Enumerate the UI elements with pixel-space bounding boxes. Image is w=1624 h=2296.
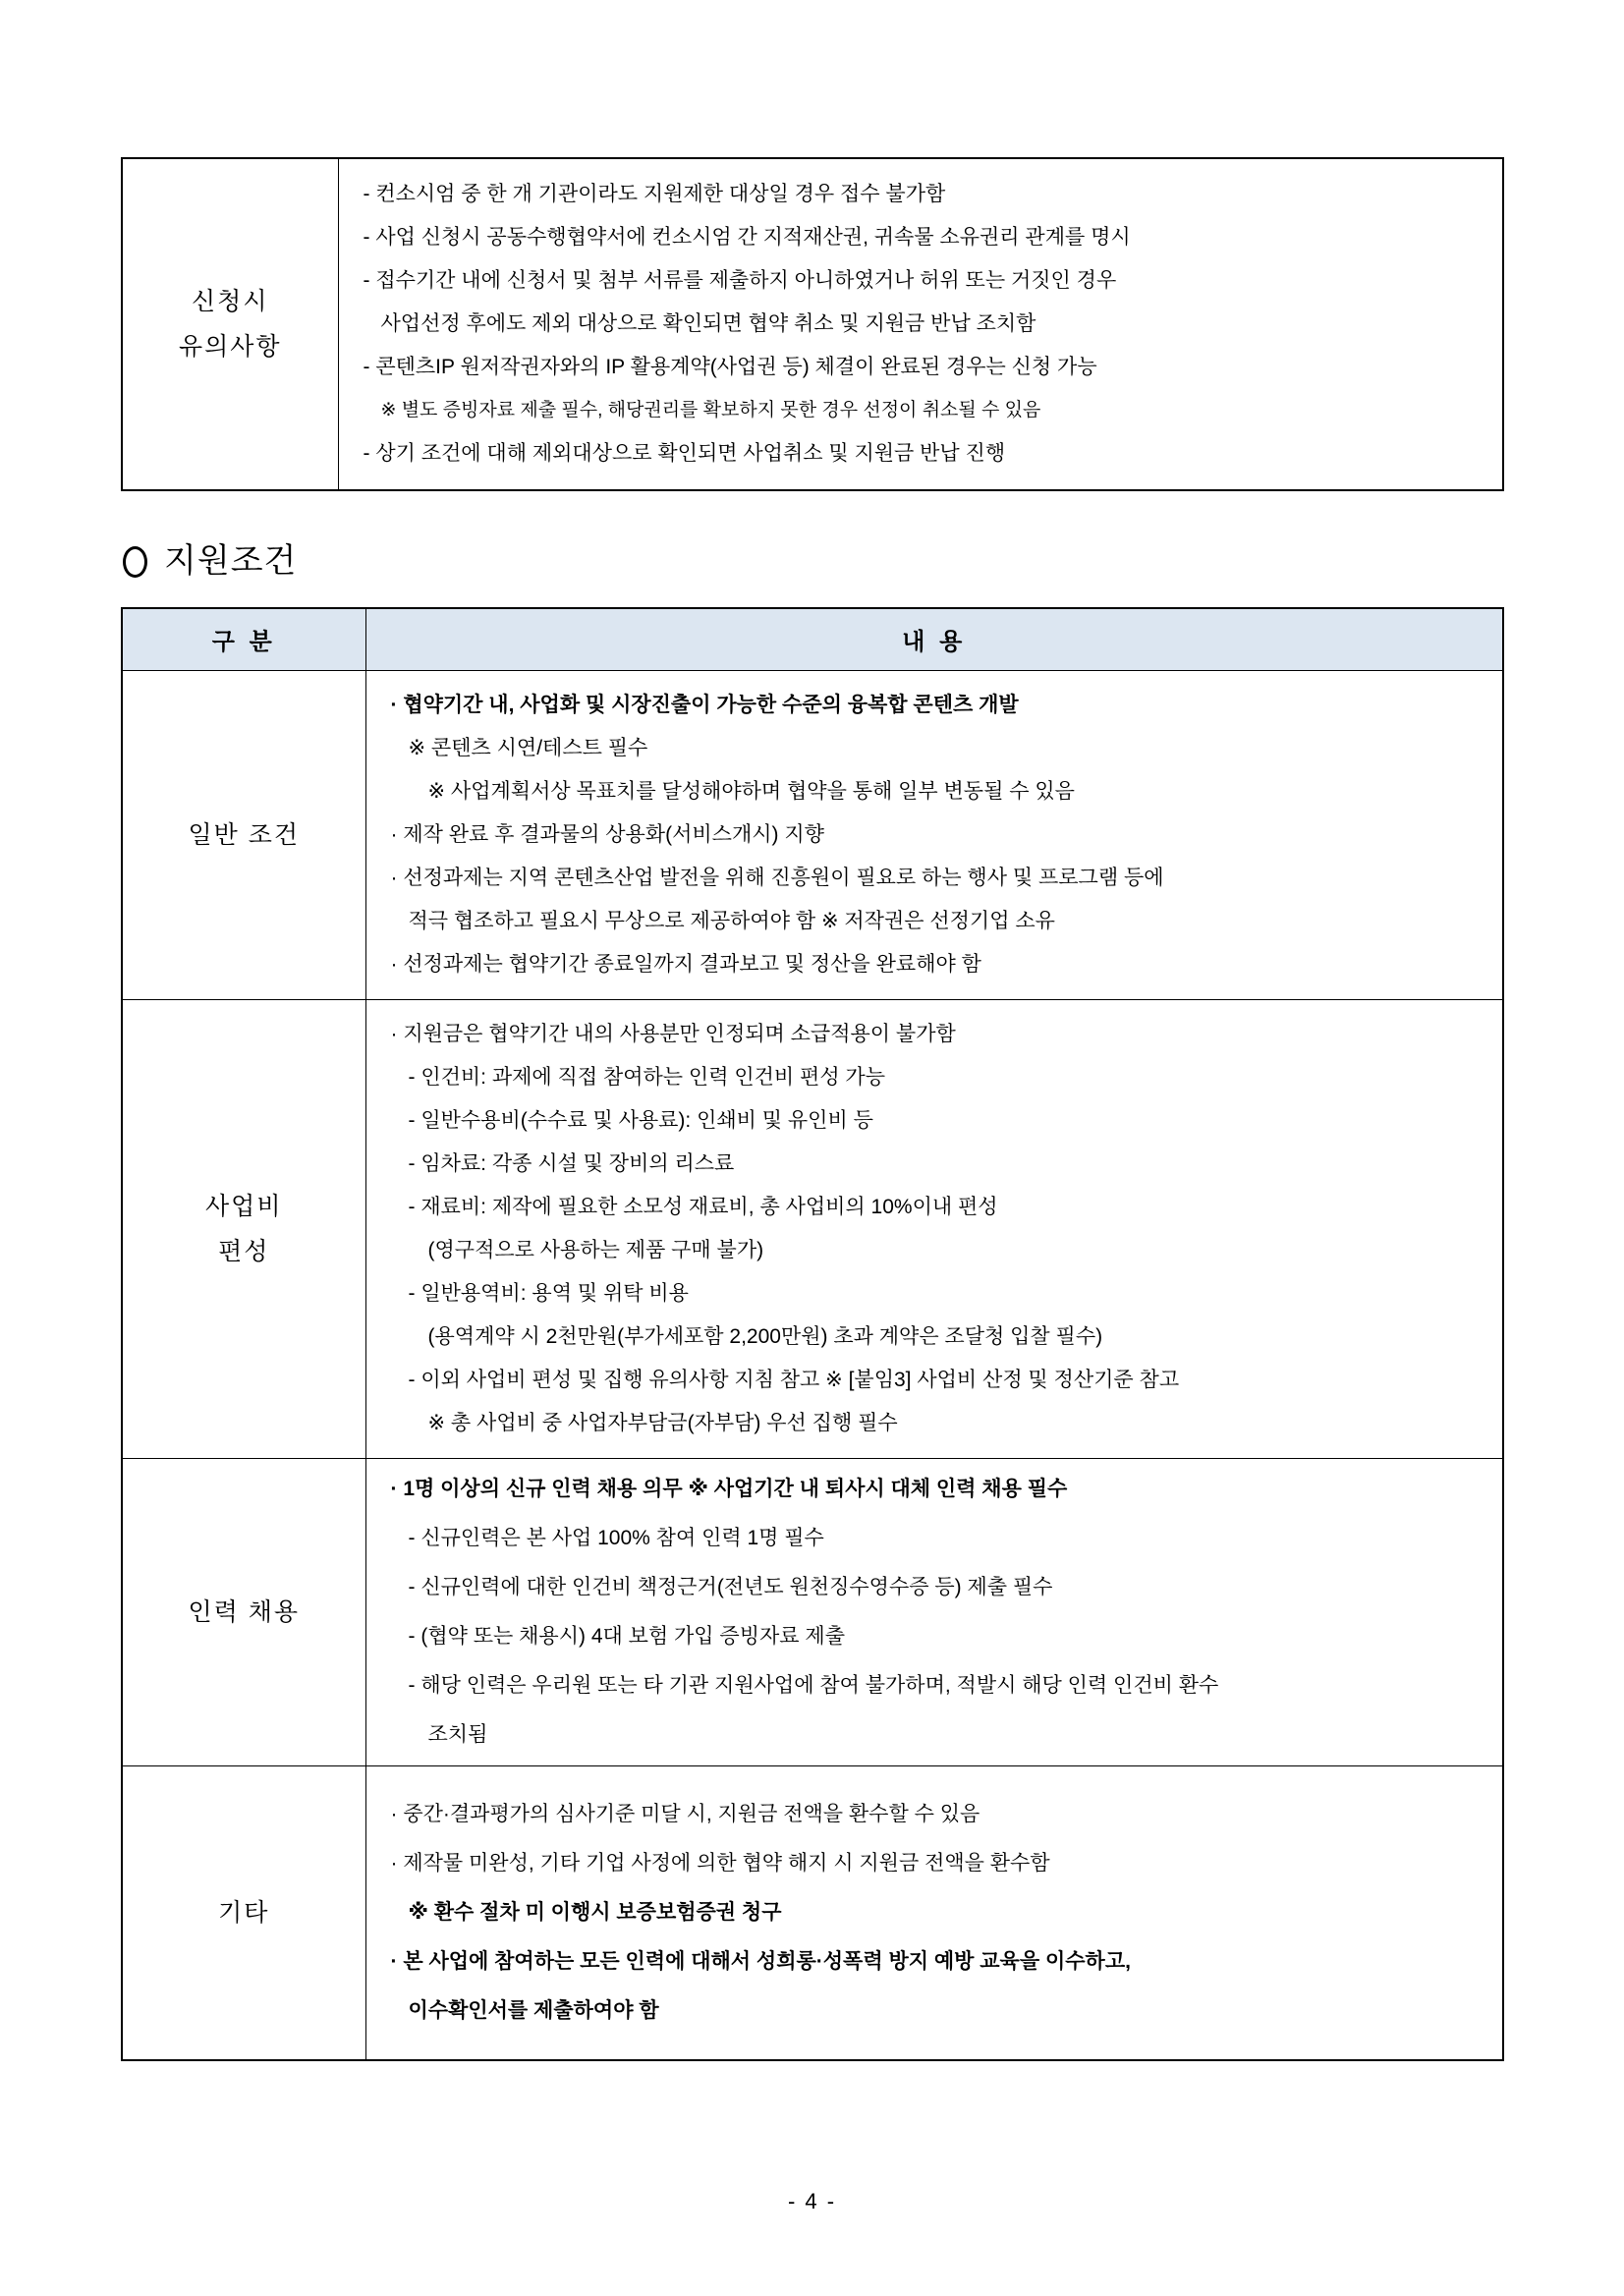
conditions-table (121, 607, 1504, 2061)
row-content-project-budget (365, 999, 1503, 1458)
text-line: · 협약기간 내, 사업화 및 시장진출이 가능한 수준의 융복합 콘텐츠 개발 (390, 693, 1019, 716)
header-cell-category: 구 분 (122, 608, 365, 670)
text-line: - (협약 또는 채용시) 4대 보험 가입 증빙자료 제출 (408, 1624, 845, 1648)
notice-content-cell (338, 158, 1503, 490)
table-row (122, 1458, 1503, 1765)
text-line: - 이외 사업비 편성 및 집행 유의사항 지침 참고 ※ [붙임3] 사업비 산정 및 정산기준 참고 (408, 1368, 1180, 1391)
text-line: - 접수기간 내에 신청서 및 첨부 서류를 제출하지 아니하였거나 허위 또는 거짓인 경우 (363, 269, 1117, 292)
text-line: · 1명 이상의 신규 인력 채용 의무 ※ 사업기간 내 퇴사시 대체 인력 채용 필수 (390, 1477, 1068, 1500)
notice-label-line: 유의사항 (178, 333, 282, 361)
notice-table (121, 157, 1504, 491)
text-line: · 중간·결과평가의 심사기준 미달 시, 지원금 전액을 환수할 수 있음 (390, 1802, 980, 1825)
text-line: ※ 총 사업비 중 사업자부담금(자부담) 우선 집행 필수 (427, 1411, 898, 1434)
notice-label-line: 신청시 (192, 288, 269, 315)
text-line: · 본 사업에 참여하는 모든 인력에 대해서 성희롱·성폭력 방지 예방 교육을 이수하고, (390, 1949, 1131, 1973)
row-label-line: 기타 (218, 1898, 270, 1927)
text-line: - 일반수용비(수수료 및 사용료): 인쇄비 및 유인비 등 (408, 1108, 873, 1132)
page-number: - 4 - (787, 2189, 837, 2213)
circle-bullet-icon (123, 546, 147, 578)
text-line: ※ 콘텐츠 시연/테스트 필수 (408, 736, 648, 759)
text-line: 이수확인서를 제출하여야 함 (408, 1998, 659, 2022)
text-line: ※ 환수 절차 미 이행시 보증보험증권 청구 (408, 1900, 782, 1924)
table-row (122, 158, 1503, 490)
text-line: · 제작 완료 후 결과물의 상용화(서비스개시) 지향 (390, 822, 824, 846)
header-cell-content: 내 용 (365, 608, 1503, 670)
text-line: (영구적으로 사용하는 제품 구매 불가) (427, 1238, 764, 1261)
row-label-line: 편성 (218, 1237, 270, 1265)
table-row (122, 999, 1503, 1458)
row-label-general-conditions (122, 670, 365, 999)
text-line: · 선정과제는 협약기간 종료일까지 결과보고 및 정산을 완료해야 함 (390, 952, 981, 976)
text-line: - 인건비: 과제에 직접 참여하는 인력 인건비 편성 가능 (408, 1065, 886, 1089)
text-line: - 신규인력은 본 사업 100% 참여 인력 1명 필수 (408, 1526, 824, 1549)
text-line: · 지원금은 협약기간 내의 사용분만 인정되며 소급적용이 불가함 (390, 1022, 956, 1045)
section-title: 지원조건 (164, 543, 298, 580)
text-line: · 선정과제는 지역 콘텐츠산업 발전을 위해 진흥원이 필요로 하는 행사 및 프로그램 등에 (390, 866, 1164, 889)
text-line: - 해당 인력은 우리원 또는 타 기관 지원사업에 참여 불가하며, 적발시 해당 인력 인건비 환수 (408, 1673, 1219, 1697)
row-label-etc (122, 1765, 365, 2060)
text-line: - 일반용역비: 용역 및 위탁 비용 (408, 1281, 689, 1305)
text-line: - 임차료: 각종 시설 및 장비의 리스료 (408, 1151, 735, 1175)
text-line: - 재료비: 제작에 필요한 소모성 재료비, 총 사업비의 10%이내 편성 (408, 1195, 998, 1218)
text-line: 사업선정 후에도 제외 대상으로 확인되면 협약 취소 및 지원금 반납 조치함 (380, 312, 1036, 335)
text-line: - 사업 신청시 공동수행협약서에 컨소시엄 간 지적재산권, 귀속물 소유권리 관계를 명시 (363, 226, 1131, 249)
row-label-project-budget (122, 999, 365, 1458)
row-label-line: 사업비 (205, 1192, 283, 1220)
table-row (122, 670, 1503, 999)
table-header-row (122, 608, 1503, 670)
text-line: - 컨소시엄 중 한 개 기관이라도 지원제한 대상일 경우 접수 불가함 (363, 183, 946, 205)
notice-label-cell (122, 158, 338, 490)
text-line: - 신규인력에 대한 인건비 책정근거(전년도 원천징수영수증 등) 제출 필수 (408, 1575, 1053, 1598)
row-label-line: 인력 채용 (188, 1597, 301, 1626)
text-line: 조치됨 (427, 1722, 488, 1746)
section-heading (123, 542, 1504, 582)
row-label-line: 일반 조건 (188, 820, 301, 849)
text-line: ※ 사업계획서상 목표치를 달성해야하며 협약을 통해 일부 변동될 수 있음 (427, 779, 1075, 803)
row-content-etc (365, 1765, 1503, 2060)
text-line: - 콘텐츠IP 원저작권자와의 IP 활용계약(사업권 등) 체결이 완료된 경우는 신청 가능 (363, 356, 1097, 378)
table-row (122, 1765, 1503, 2060)
text-line: - 상기 조건에 대해 제외대상으로 확인되면 사업취소 및 지원금 반납 진행 (363, 442, 1006, 465)
text-line: 적극 협조하고 필요시 무상으로 제공하여야 함 ※ 저작권은 선정기업 소유 (408, 909, 1055, 932)
row-content-personnel-hiring (365, 1458, 1503, 1765)
row-label-personnel-hiring (122, 1458, 365, 1765)
row-content-general-conditions (365, 670, 1503, 999)
text-line: · 제작물 미완성, 기타 기업 사정에 의한 협약 해지 시 지원금 전액을 환수함 (390, 1851, 1050, 1875)
text-line: ※ 별도 증빙자료 제출 필수, 해당권리를 확보하지 못한 경우 선정이 취소될 수 있음 (380, 400, 1041, 420)
text-line: (용역계약 시 2천만원(부가세포함 2,200만원) 초과 계약은 조달청 입찰 필수) (427, 1324, 1103, 1348)
